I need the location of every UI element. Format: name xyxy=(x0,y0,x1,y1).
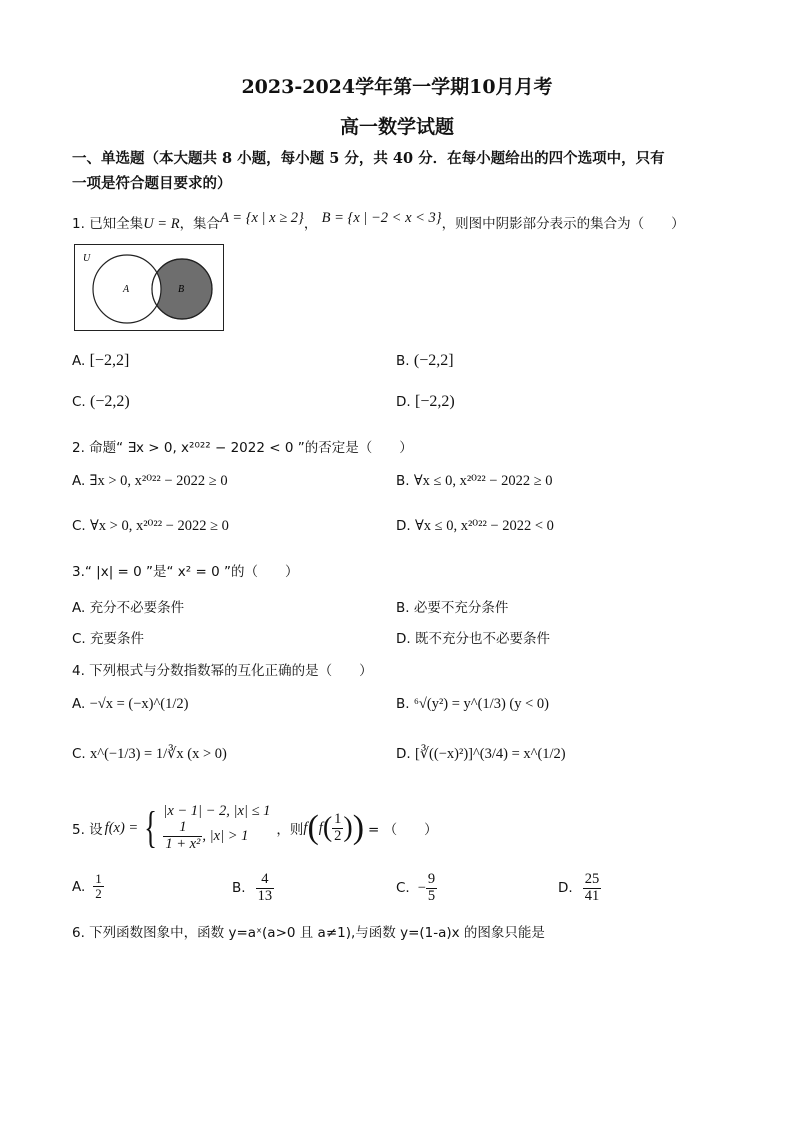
option-fraction xyxy=(93,872,104,902)
q1-set-b: B = {x | −2 < x < 3} xyxy=(321,210,442,226)
fraction-denominator: 13 xyxy=(257,887,273,904)
option-label: C. xyxy=(72,394,86,410)
q1-option-c[interactable] xyxy=(72,393,130,411)
fraction-denominator: 1 + x² xyxy=(165,836,201,852)
option-text: −√x = (−x)^(1/2) xyxy=(89,696,189,712)
option-text: ∀x > 0, x²⁰²² − 2022 ≥ 0 xyxy=(90,518,229,534)
q5-case2 xyxy=(163,820,270,853)
question-5 xyxy=(72,794,438,862)
option-text: (−2,2) xyxy=(90,393,130,410)
q3-option-d[interactable] xyxy=(396,627,550,647)
q5-number: 5. 设 xyxy=(72,822,103,838)
option-fraction xyxy=(256,872,275,905)
q1-set-a: A = {x | x ≥ 2} xyxy=(220,210,304,226)
q1-option-d[interactable] xyxy=(396,393,455,411)
option-label: A. xyxy=(72,353,86,369)
venn-label-b: B xyxy=(178,284,185,295)
q4-option-a[interactable] xyxy=(72,696,188,713)
q3-option-c[interactable] xyxy=(72,627,144,647)
exam-title: 2023-2024学年第一学期10月月考 xyxy=(241,76,553,98)
option-label: D. xyxy=(396,394,411,410)
venn-diagram xyxy=(74,244,224,331)
q5-option-a[interactable] xyxy=(72,872,104,902)
q4-option-c[interactable] xyxy=(72,746,227,763)
option-label: D. xyxy=(396,746,411,762)
q5-case2-fraction xyxy=(163,820,202,853)
option-label: C. xyxy=(72,746,86,762)
option-label: D. xyxy=(396,631,411,647)
q1-option-a[interactable] xyxy=(72,352,129,370)
q1-mid: ，集合 xyxy=(179,216,221,232)
q5-inner-f: f xyxy=(318,819,323,836)
option-fraction xyxy=(583,872,602,905)
q5-half xyxy=(332,812,343,845)
option-text: [∛((−x)²)]^(3/4) = x^(1/2) xyxy=(414,746,566,762)
fraction-numerator: 25 xyxy=(584,871,600,887)
q5-paren-open-inner: ( xyxy=(322,812,333,843)
option-label: C. xyxy=(396,880,410,897)
q5-option-d[interactable] xyxy=(558,872,601,905)
option-label: A. xyxy=(72,696,86,712)
question-4: 4. 下列根式与分数指数幂的互化正确的是（ ） xyxy=(72,663,373,679)
option-text: 充要条件 xyxy=(90,631,145,647)
question-1 xyxy=(72,212,685,233)
q4-option-d[interactable] xyxy=(396,746,566,763)
q5-paren-open: ( xyxy=(307,809,319,846)
option-label: C. xyxy=(72,631,86,647)
option-text: [−2,2) xyxy=(414,393,455,410)
q5-option-c[interactable] xyxy=(396,872,437,905)
fraction-numerator: 4 xyxy=(256,872,275,889)
option-sign: − xyxy=(417,879,426,896)
venn-label-a: A xyxy=(123,284,130,295)
q5-paren-close-inner: ) xyxy=(343,812,353,843)
question-6: 6. 下列函数图象中，函数 y=aˣ(a>0 且 a≠1),与函数 y=(1-a)x 的图象只能是 xyxy=(72,925,545,941)
section-heading-line1: 一、单选题（本大题共 8 小题，每小题 5 分，共 40 分．在每小题给出的四个选项中，只有 xyxy=(72,150,665,167)
option-text: ∀x ≤ 0, x²⁰²² − 2022 < 0 xyxy=(414,518,554,534)
q5-fx: f(x) = xyxy=(104,819,139,836)
q1-comma: ， xyxy=(303,216,318,232)
fraction-denominator: 2 xyxy=(334,827,342,844)
q2-option-d[interactable] xyxy=(396,518,554,535)
section-heading-line2: 一项是符合题目要求的） xyxy=(72,175,232,192)
q5-case1: |x − 1| − 2, |x| ≤ 1 xyxy=(163,803,271,820)
fraction-numerator: 9 xyxy=(427,871,436,887)
q5-brace: { xyxy=(144,803,158,852)
exam-subtitle: 高一数学试题 xyxy=(339,116,454,138)
fraction-numerator: 1 xyxy=(95,871,102,886)
option-text: x^(−1/3) = 1/∛x (x > 0) xyxy=(90,746,227,762)
option-text: ∃x > 0, x²⁰²² − 2022 ≥ 0 xyxy=(89,473,228,489)
q5-case2-condition: , |x| > 1 xyxy=(202,828,249,844)
option-label: B. xyxy=(396,473,410,489)
q5-ask: ，则 xyxy=(276,822,304,838)
q4-option-b[interactable] xyxy=(396,696,549,713)
q5-outer-f: f xyxy=(303,819,308,836)
q3-option-a[interactable] xyxy=(72,596,184,616)
q1-post: ，则图中阴影部分表示的集合为（ ） xyxy=(441,216,685,232)
fraction-denominator: 41 xyxy=(584,887,600,904)
venn-svg xyxy=(75,245,223,330)
q2-option-b[interactable] xyxy=(396,473,553,490)
q1-number: 1. xyxy=(72,216,85,232)
option-text: 必要不充分条件 xyxy=(413,600,509,616)
option-label: B. xyxy=(396,696,410,712)
fraction-numerator: 1 xyxy=(334,810,342,827)
question-3: 3.“ |x| = 0 ”是“ x² = 0 ”的（ ） xyxy=(72,564,299,580)
fraction-numerator: 1 xyxy=(163,820,202,837)
option-label: A. xyxy=(72,600,86,616)
q5-paren-close: ) xyxy=(352,809,365,846)
q5-cases xyxy=(163,803,270,853)
option-label: D. xyxy=(558,880,573,897)
option-text: (−2,2] xyxy=(413,352,454,369)
option-fraction xyxy=(426,872,437,905)
q1-option-b[interactable] xyxy=(396,352,454,370)
q5-tail: = （ ） xyxy=(368,822,438,838)
option-text: [−2,2] xyxy=(89,352,130,369)
venn-label-u: U xyxy=(83,253,91,264)
option-label: B. xyxy=(396,353,410,369)
option-text: ∀x ≤ 0, x²⁰²² − 2022 ≥ 0 xyxy=(413,473,553,489)
q2-option-a[interactable] xyxy=(72,473,228,490)
option-label: B. xyxy=(396,600,410,616)
fraction-denominator: 2 xyxy=(95,886,102,902)
option-label: A. xyxy=(72,878,86,895)
option-text: 既不充分也不必要条件 xyxy=(414,631,550,647)
option-label: B. xyxy=(232,880,246,897)
fraction-denominator: 5 xyxy=(427,887,436,904)
option-label: A. xyxy=(72,473,86,489)
q1-pre: 已知全集 xyxy=(89,216,144,232)
q2-option-c[interactable] xyxy=(72,518,229,535)
q1-universal-set: U = R xyxy=(143,216,180,232)
option-label: C. xyxy=(72,518,86,534)
q3-option-b[interactable] xyxy=(396,596,508,616)
option-text: 充分不必要条件 xyxy=(89,600,185,616)
q5-option-b[interactable] xyxy=(232,872,274,905)
option-text: ⁶√(y²) = y^(1/3) (y < 0) xyxy=(413,696,550,712)
question-2: 2. 命题“ ∃x > 0, x²⁰²² − 2022 < 0 ”的否定是（ ） xyxy=(72,440,413,456)
option-label: D. xyxy=(396,518,411,534)
